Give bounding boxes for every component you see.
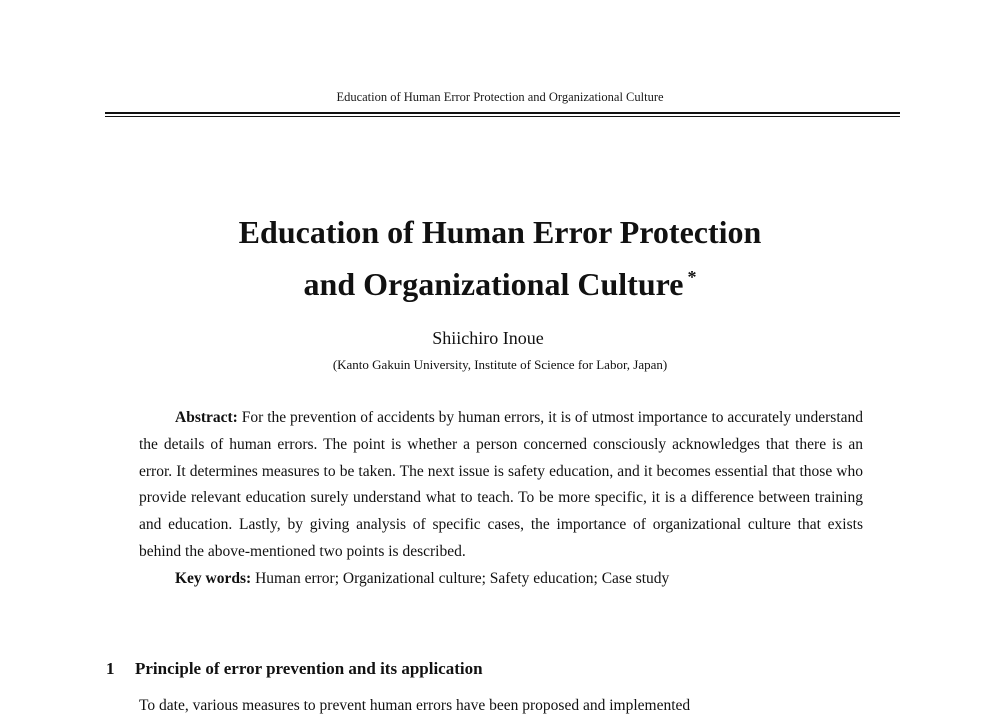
title-line-2-text: and Organizational Culture <box>303 266 684 302</box>
author-affiliation: (Kanto Gakuin University, Institute of Science for Labor, Japan) <box>332 357 668 372</box>
section-title: Principle of error prevention and its application <box>135 659 483 678</box>
running-header: Education of Human Error Protection and Organizational Culture <box>336 90 664 104</box>
keywords-label: Key words: <box>175 569 252 587</box>
title-line-1: Education of Human Error Protection <box>238 214 762 250</box>
author-name: Shiichiro Inoue <box>432 328 544 348</box>
abstract-paragraph <box>139 405 863 566</box>
abstract-block <box>139 405 863 593</box>
section-number: 1 <box>106 659 115 678</box>
keywords-text: Human error; Organizational culture; Safety education; Case study <box>255 569 670 587</box>
title-line-2 <box>0 255 1000 307</box>
header-rule-thick <box>105 112 900 114</box>
header-rule-thin <box>105 116 900 117</box>
abstract-text: For the prevention of accidents by human errors, it is of utmost importance to accurately understand the details of human errors. The point is whether a person concerned consciously acknowledges that there is an error. It determines measures to be taken. The next issue is safety education, and it becomes essential that those who provide relevant education surely understand what to teach. To be more specific, it is a difference between training and education. Lastly, by giving analysis of specific cases, the importance of organizational culture that exists behind the above-mentioned two points is described. <box>139 409 864 560</box>
section-1-body-first-line: To date, various measures to prevent human errors have been proposed and implemented <box>139 697 691 714</box>
section-1-heading <box>106 659 483 679</box>
paper-title <box>0 210 1000 307</box>
abstract-label: Abstract: <box>175 409 238 426</box>
keywords-line <box>139 566 863 593</box>
title-footnote-mark: * <box>687 267 697 287</box>
